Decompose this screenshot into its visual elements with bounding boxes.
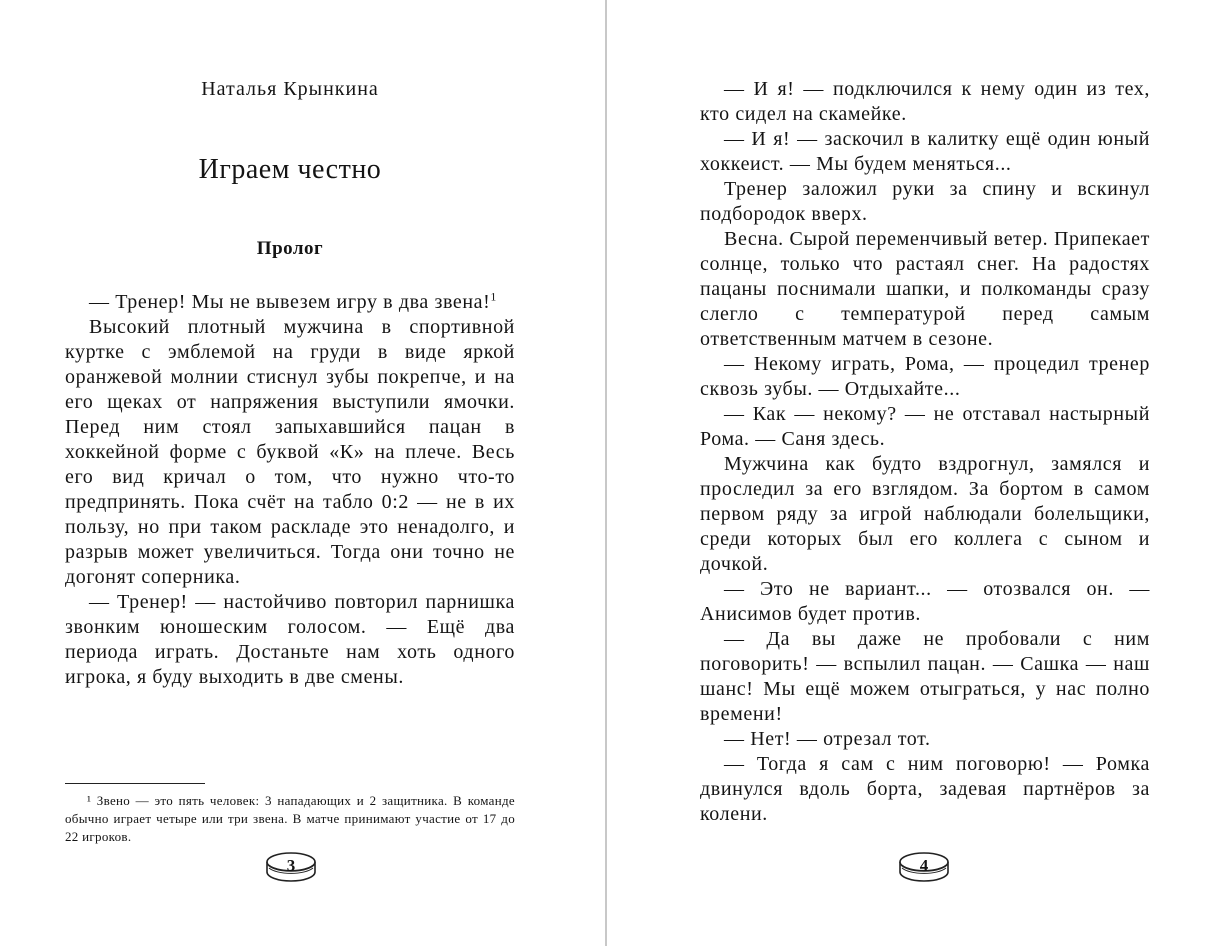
paragraph: — Да вы даже не пробовали с ним поговорить! — вспылил пацан. — Сашка — наш шанс! Мы ещё можем отыграться, у нас полно времени! [700, 628, 1150, 725]
footnote-text: ¹ Звено — это пять человек: 3 нападающих и 2 защитника. В команде обычно играет четыре или три звена. В матче принимают участие от 17 до 22 игроков. [65, 793, 515, 844]
left-page [65, 0, 515, 946]
page-number-puck [263, 850, 319, 886]
page-number: 4 [919, 856, 929, 875]
right-body-text [700, 77, 1150, 827]
story-title: Играем честно [198, 154, 382, 185]
paragraph: Весна. Сырой переменчивый ветер. Припекает солнце, только что растаял снег. На радостях пацаны поснимали шапки, и полкоманды сразу слегло с температурой перед самым ответственным матчем в сезоне. [700, 228, 1150, 350]
page-number-puck [896, 850, 952, 886]
paragraph: — Это не вариант... — отозвался он. — Анисимов будет против. [700, 578, 1150, 625]
book-gutter [605, 0, 607, 946]
paragraph: — Как — некому? — не отставал настырный Рома. — Саня здесь. [700, 403, 1150, 450]
paragraph: — Тогда я сам с ним поговорю! — Ромка двинулся вдоль борта, задевая партнёров за колени. [700, 753, 1150, 825]
author-name: Наталья Крынкина [201, 78, 379, 100]
paragraph: — Некому играть, Рома, — процедил тренер сквозь зубы. — Отдыхайте... [700, 353, 1150, 400]
paragraph-text: — Тренер! Мы не вывезем игру в два звена! [89, 291, 491, 313]
paragraph [65, 290, 515, 315]
paragraph: — И я! — подключился к нему один из тех, кто сидел на скамейке. [700, 78, 1150, 125]
page-number: 3 [286, 856, 296, 875]
paragraph: — Нет! — отрезал тот. [724, 728, 931, 750]
paragraph: — И я! — заскочил в калитку ещё один юный хоккеист. — Мы будем меняться... [700, 128, 1150, 175]
paragraph: Тренер заложил руки за спину и вскинул подбородок вверх. [700, 178, 1150, 225]
footnote-marker: 1 [490, 289, 498, 304]
right-page [700, 0, 1150, 946]
paragraph: Высокий плотный мужчина в спортивной куртке с эмблемой на груди в виде яркой оранжевой молнии стиснул зубы покрепче, и на его щеках от напряжения выступили ямочки. Перед ним стоял запыхавшийся пацан в хоккейной форме с буквой «К» на плече. Весь его вид кричал о том, что нужно что-то предпринять. Пока счёт на табло 0:2 — не в их пользу, но при таком раскладе это ненадолго, и разрыв может увеличиться. Тогда они точно не догонят соперника. [65, 316, 515, 588]
paragraph: — Тренер! — настойчиво повторил парнишка звонким юношеским голосом. — Ещё два периода играть. Достаньте нам хоть одного игрока, я буду выходить в две смены. [65, 591, 515, 688]
footnote-divider [65, 783, 205, 784]
chapter-heading: Пролог [256, 238, 324, 259]
footnote [65, 792, 515, 846]
paragraph: Мужчина как будто вздрогнул, замялся и проследил за его взглядом. За бортом в самом первом ряду за игрой наблюдали болельщики, среди которых был его коллега с сыном и дочкой. [700, 453, 1150, 575]
left-body-text [65, 290, 515, 690]
